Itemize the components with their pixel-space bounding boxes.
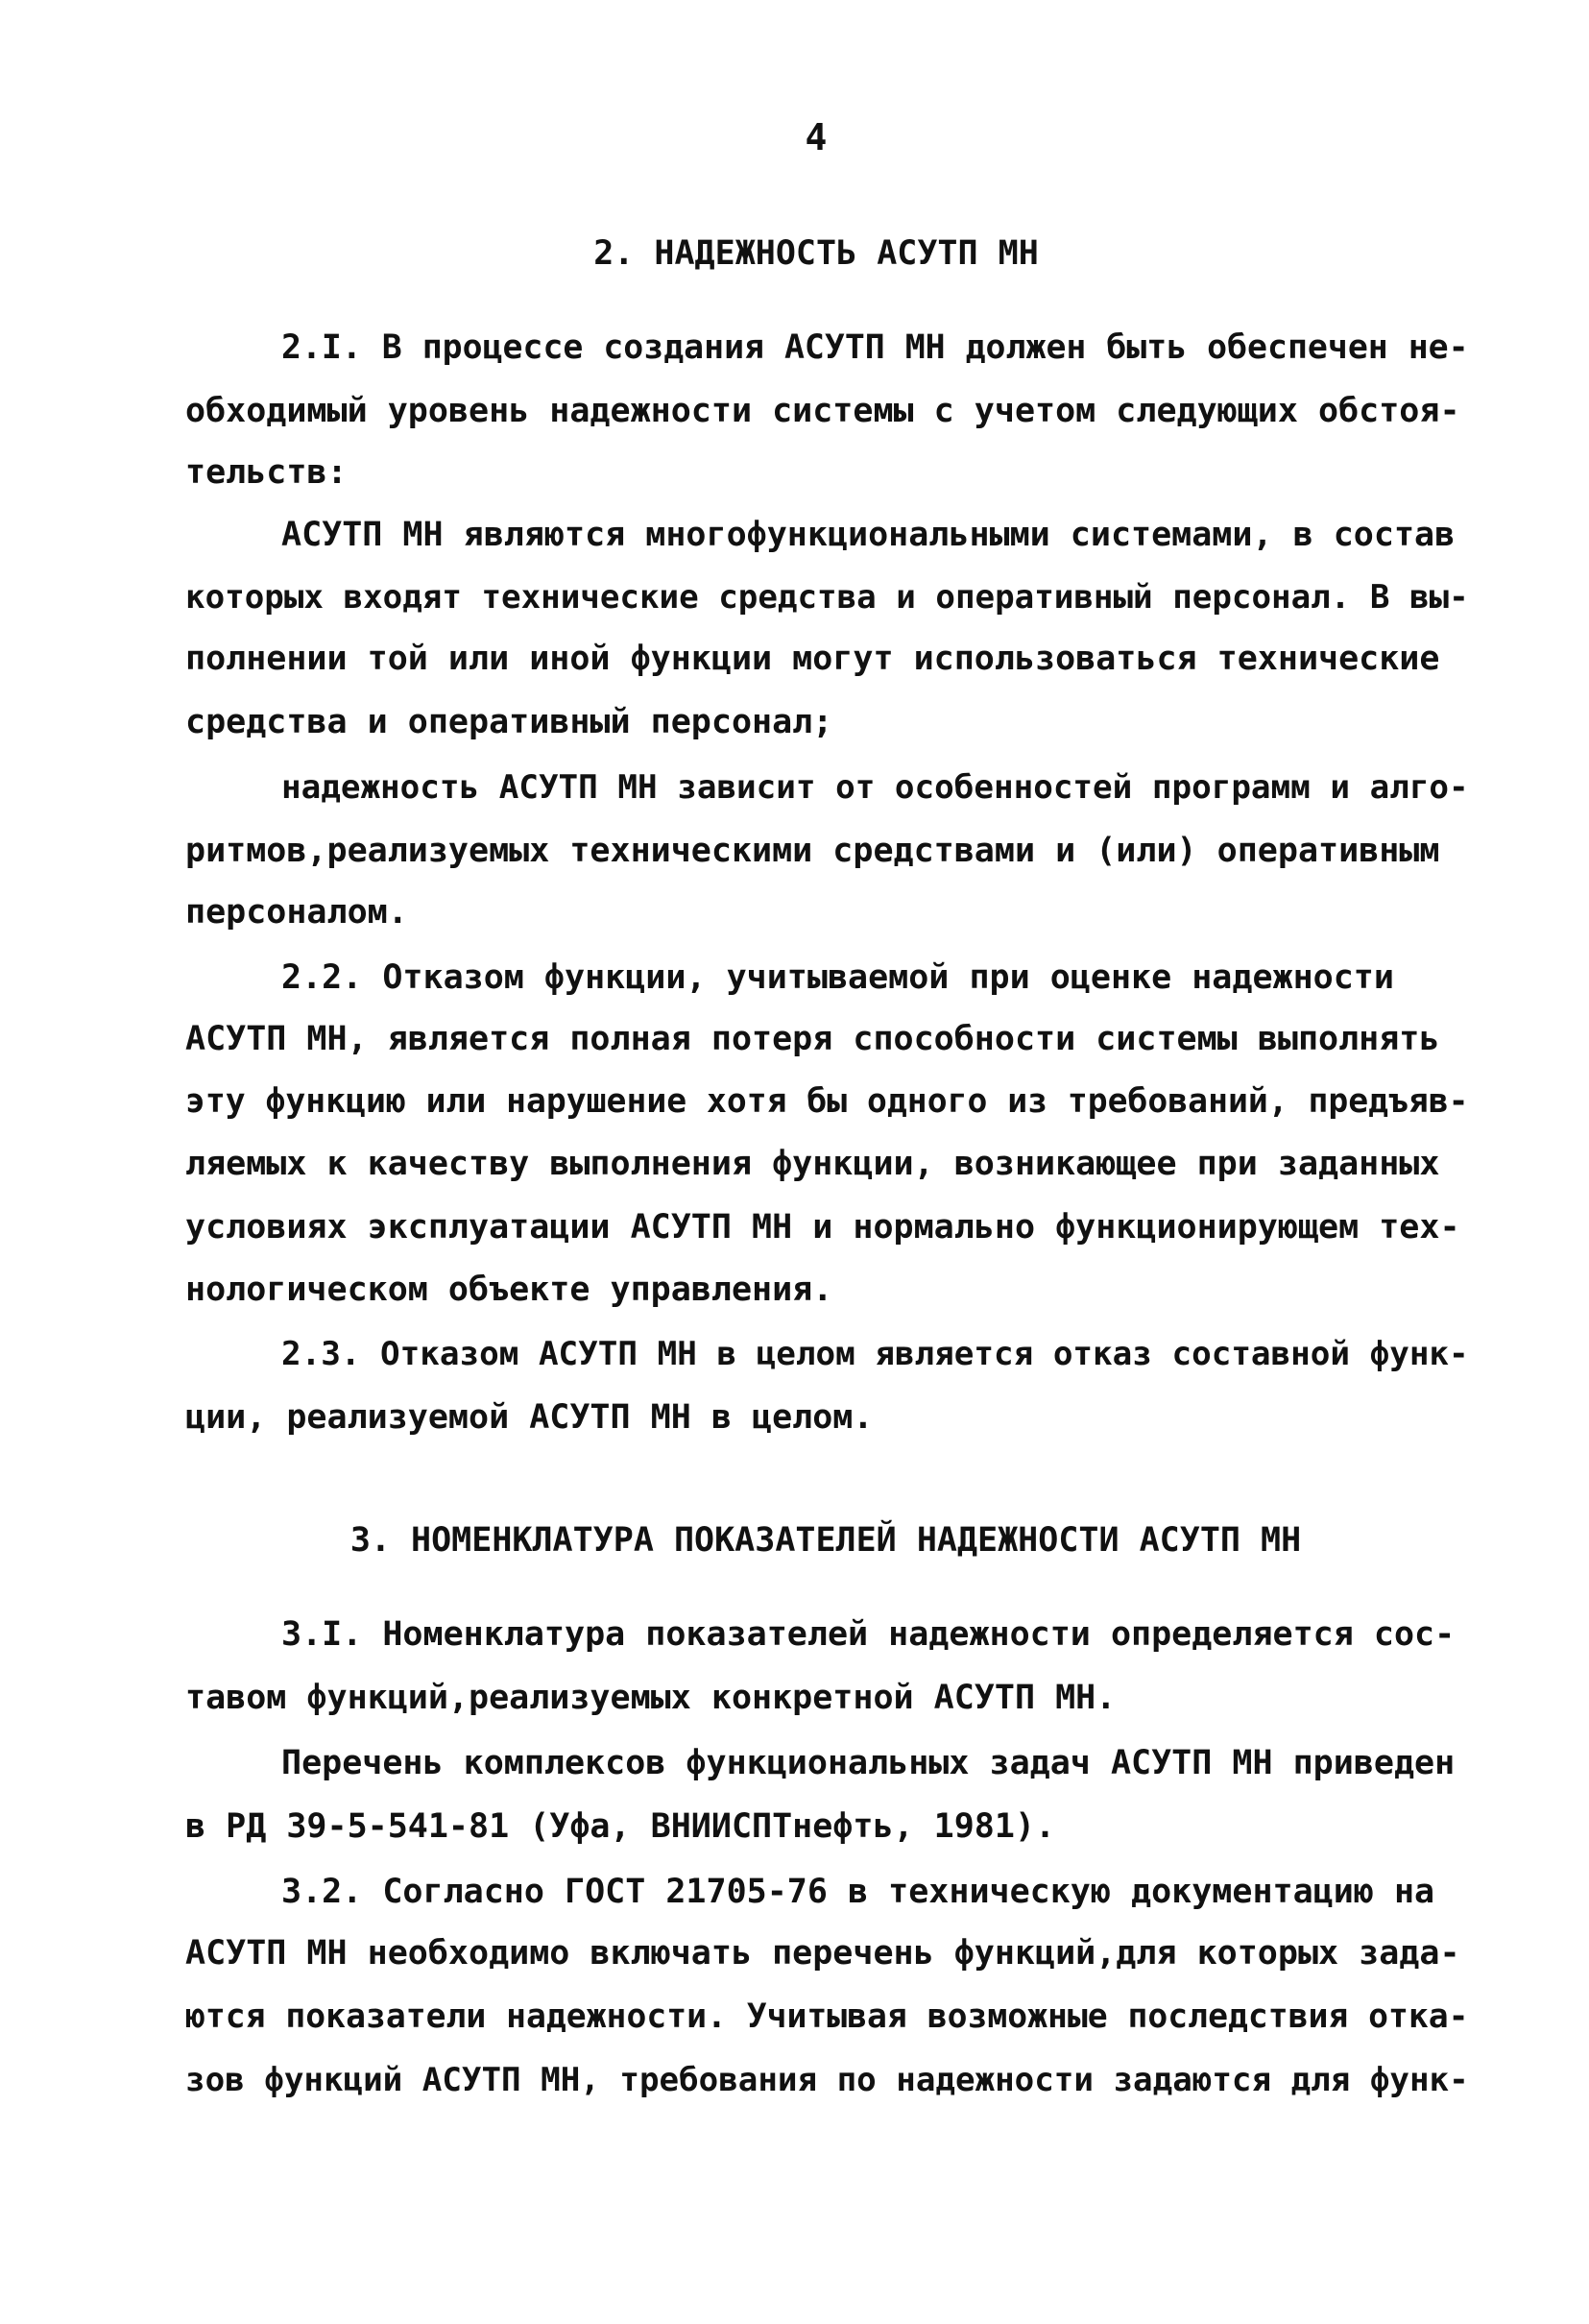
paragraph-line: надежность АСУТП МН зависит от особенностей программ и алго- [281, 768, 1469, 807]
paragraph-line: полнении той или иной функции могут использоваться технические [185, 640, 1440, 678]
paragraph-line: АСУТП МН являются многофункциональными системами, в состав [281, 516, 1456, 554]
paragraph-line: ритмов,реализуемых техническими средствами и (или) оперативным [185, 832, 1440, 870]
page-number: 4 [805, 116, 828, 158]
paragraph-line: 3.I. Номенклатура показателей надежности определяется сос- [281, 1615, 1456, 1654]
paragraph-line: условиях эксплуатации АСУТП МН и нормально функционирующем тех- [185, 1208, 1460, 1247]
paragraph-line: в РД 39-5-541-81 (Уфа, ВНИИСПТнефть, 1981). [185, 1807, 1056, 1846]
paragraph-line: нологическом объекте управления. [185, 1271, 833, 1309]
section-3-heading: 3. НОМЕНКЛАТУРА ПОКАЗАТЕЛЕЙ НАДЕЖНОСТИ АСУТП МН [349, 1521, 1302, 1560]
paragraph-line: эту функцию или нарушение хотя бы одного из требований, предъяв- [185, 1082, 1469, 1121]
paragraph-line: АСУТП МН, является полная потеря способности системы выполнять [185, 1020, 1440, 1058]
paragraph-line: 2.2. Отказом функции, учитываемой при оценке надежности [281, 958, 1394, 997]
section-2-heading: 2. НАДЕЖНОСТЬ АСУТП МН [593, 234, 1039, 273]
paragraph-line: тавом функций,реализуемых конкретной АСУТП МН. [185, 1679, 1117, 1717]
paragraph-line: 3.2. Согласно ГОСТ 21705-76 в техническую документацию на [281, 1873, 1435, 1911]
paragraph-line: Перечень комплексов функциональных задач АСУТП МН приведен [281, 1744, 1456, 1782]
paragraph-line: которых входят технические средства и оперативный персонал. В вы- [185, 578, 1469, 617]
paragraph-line: 2.I. В процессе создания АСУТП МН должен быть обеспечен не- [281, 328, 1469, 367]
paragraph-line: ляемых к качеству выполнения функции, возникающее при заданных [185, 1145, 1440, 1183]
paragraph-line: ются показатели надежности. Учитывая возможные последствия отка- [185, 1997, 1469, 2036]
paragraph-line: персоналом. [185, 893, 408, 932]
paragraph-line: АСУТП МН необходимо включать перечень функций,для которых зада- [185, 1934, 1460, 1973]
paragraph-line: ции, реализуемой АСУТП МН в целом. [185, 1398, 874, 1437]
paragraph-line: обходимый уровень надежности системы с учетом следующих обстоя- [185, 392, 1460, 430]
paragraph-line: зов функций АСУТП МН, требования по надежности задаются для функ- [185, 2061, 1469, 2099]
paragraph-line: тельств: [185, 453, 348, 492]
paragraph-line: 2.3. Отказом АСУТП МН в целом является отказ составной функ- [281, 1335, 1469, 1373]
paragraph-line: средства и оперативный персонал; [185, 703, 833, 741]
